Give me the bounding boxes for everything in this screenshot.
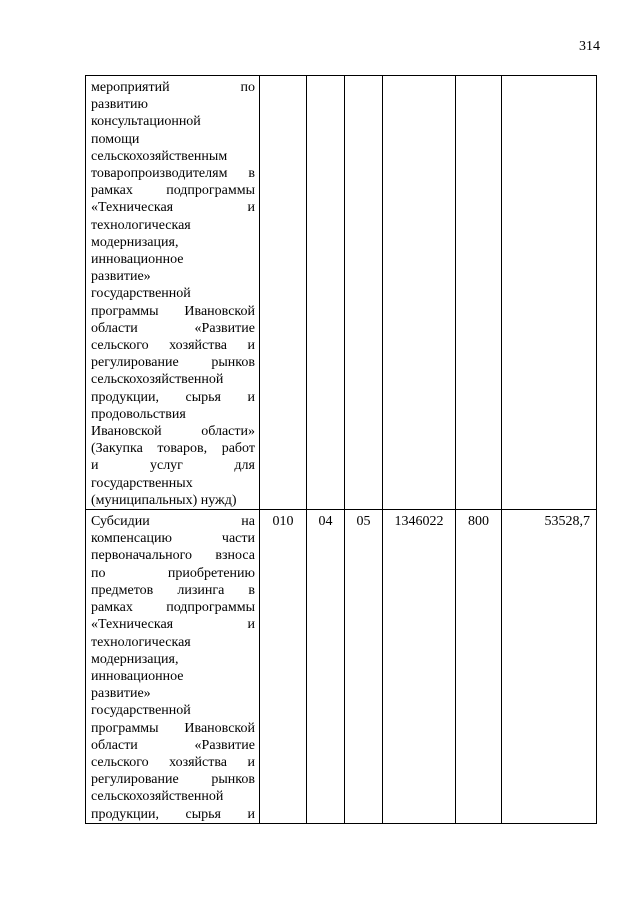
description-line: предметов лизинга в — [91, 582, 255, 598]
description-line: (Закупка товаров, работ — [91, 441, 255, 457]
description-line: государственной — [91, 286, 191, 302]
description-line: по приобретению — [91, 565, 255, 581]
description-line: развитие» — [91, 269, 151, 285]
page-number: 314 — [579, 39, 600, 54]
description-line: (муниципальных) нужд) — [91, 492, 237, 508]
description-line: консультационной — [91, 114, 201, 130]
description-line: продукции, сырья и — [91, 806, 255, 822]
description-line: технологическая — [91, 634, 191, 650]
table-row — [86, 510, 597, 824]
table-row — [86, 76, 597, 510]
description-line: первоначального взноса — [91, 548, 255, 564]
description-line: помощи — [91, 131, 140, 147]
subsection-code-cell — [345, 76, 383, 510]
budget-table — [85, 75, 597, 824]
description-line: развитию — [91, 97, 148, 113]
description-line: Ивановской области» — [91, 424, 255, 440]
description-cell — [86, 510, 260, 824]
description-line: сельского хозяйства и — [91, 754, 255, 770]
ministry-code-cell — [260, 76, 307, 510]
description-line: Субсидии на — [91, 514, 255, 530]
expense-type-cell: 800 — [456, 510, 502, 824]
description-line: модернизация, — [91, 651, 179, 667]
description-line: сельского хозяйства и — [91, 338, 255, 354]
description-line: инновационное — [91, 668, 184, 684]
description-line: мероприятий по — [91, 80, 255, 95]
expense-type-cell — [456, 76, 502, 510]
amount-cell: 53528,7 — [502, 510, 597, 824]
description-line: продовольствия — [91, 406, 186, 422]
description-cell — [86, 76, 260, 510]
description-line: «Техническая и — [91, 617, 255, 633]
description-line: модернизация, — [91, 234, 179, 250]
description-line: регулирование рынков — [91, 772, 255, 788]
description-line: программы Ивановской — [91, 720, 255, 736]
description-line: государственных — [91, 475, 193, 491]
description-line: области «Развитие — [91, 737, 255, 753]
description-line: сельскохозяйственной — [91, 372, 224, 388]
subsection-code-cell: 05 — [345, 510, 383, 824]
description-line: программы Ивановской — [91, 303, 255, 319]
description-line: рамках подпрограммы — [91, 600, 255, 616]
target-article-cell: 1346022 — [383, 510, 456, 824]
description-line: рамках подпрограммы — [91, 183, 255, 199]
ministry-code-cell: 010 — [260, 510, 307, 824]
description-line: области «Развитие — [91, 320, 255, 336]
section-code-cell — [307, 76, 345, 510]
description-line: «Техническая и — [91, 200, 255, 216]
description-line: государственной — [91, 703, 191, 719]
description-line: развитие» — [91, 686, 151, 702]
section-code-cell: 04 — [307, 510, 345, 824]
amount-cell — [502, 76, 597, 510]
description-line: сельскохозяйственным — [91, 148, 228, 164]
description-line: технологическая — [91, 217, 191, 233]
description-line: регулирование рынков — [91, 355, 255, 371]
target-article-cell — [383, 76, 456, 510]
description-line: и услуг для — [91, 458, 255, 474]
description-line: компенсацию части — [91, 531, 255, 547]
description-line: товаропроизводителям в — [91, 166, 255, 182]
description-line: инновационное — [91, 252, 184, 268]
description-line: продукции, сырья и — [91, 389, 255, 405]
description-line: сельскохозяйственной — [91, 789, 224, 805]
